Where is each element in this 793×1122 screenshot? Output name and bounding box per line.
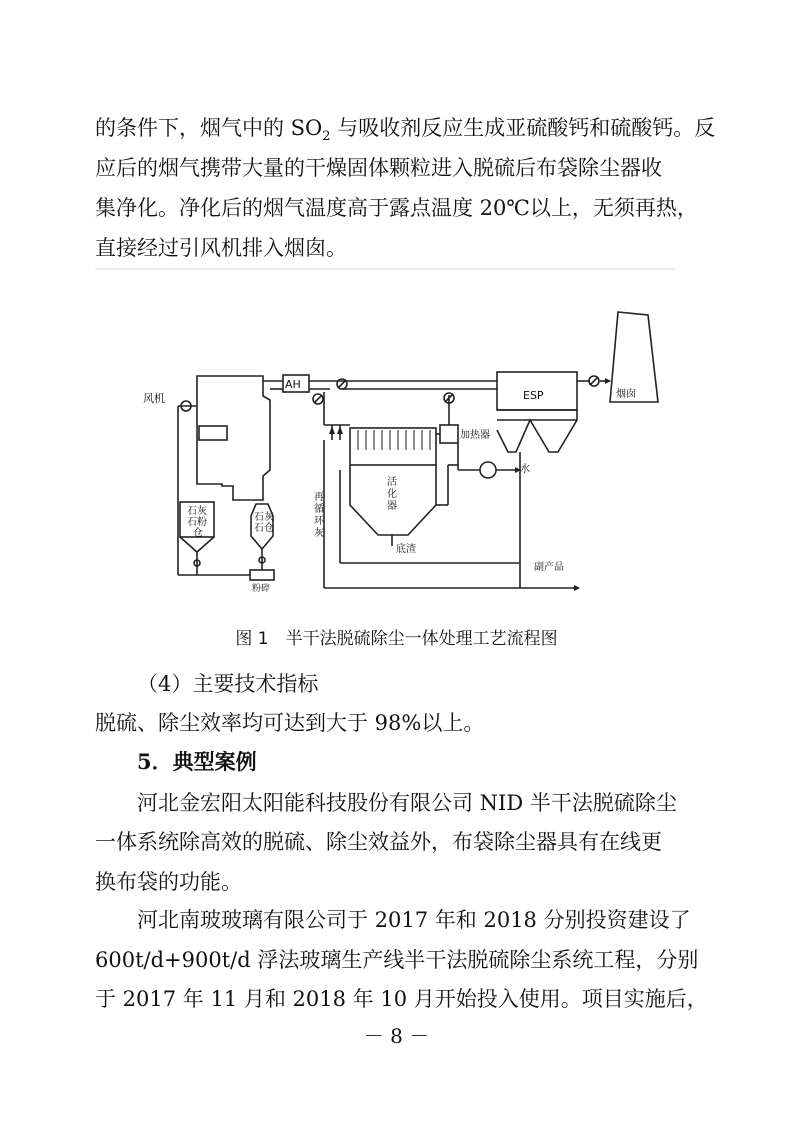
water-label: 水 — [520, 464, 530, 475]
paragraph-line: 600t/d+900t/d 浮法玻璃生产线半干法脱硫除尘系统工程，分别 — [95, 948, 699, 972]
section-heading: 5．典型案例 — [137, 749, 257, 774]
pump — [480, 462, 496, 478]
paragraph-line: 河北金宏阳太阳能科技股份有限公司 NID 半干法脱硫除尘 — [137, 791, 677, 815]
heater-label: 加热器 — [460, 430, 490, 441]
paragraph-line: 于 2017 年 11 月和 2018 年 10 月开始投入使用。项目实施后， — [95, 987, 708, 1011]
fan-label: 风机 — [143, 392, 165, 405]
section-title: （4）主要技术指标 — [137, 672, 319, 696]
text-segment: 的条件下，烟气中的 SO — [95, 116, 323, 140]
paragraph-line: 集净化。净化后的烟气温度高于露点温度 20℃以上，无须再热， — [95, 196, 698, 220]
limestone-bin-label: 石灰石粉仓 — [187, 506, 207, 539]
lime-bin-label: 石灰石仓 — [254, 512, 274, 534]
paragraph-line: 一体系统除高效的脱硫、除尘效益外，布袋除尘器具有在线更 — [95, 830, 662, 854]
page-number: － 8 － — [363, 1024, 430, 1048]
paragraph-line: 应后的烟气携带大量的干燥固体颗粒进入脱硫后布袋除尘器收 — [95, 156, 662, 180]
recycle-label: 再循环灰 — [314, 492, 324, 539]
paragraph-line: 换布袋的功能。 — [95, 870, 242, 894]
paragraph-line: 河北南玻玻璃有限公司于 2017 年和 2018 分别投资建设了 — [137, 908, 691, 932]
boiler-window — [199, 426, 227, 440]
heater-box — [440, 425, 458, 443]
bottom-slag-label: 底渣 — [396, 544, 416, 555]
activator-label: 活化器 — [387, 477, 397, 512]
boiler-body — [197, 376, 270, 500]
paragraph-line: 脱硫、除尘效率均可达到大于 98%以上。 — [95, 711, 485, 735]
crusher-label: 粉碎 — [252, 584, 271, 594]
text-segment: 与吸收剂反应生成亚硫酸钙和硫酸钙。反 — [330, 116, 716, 140]
figure-caption: 图 1 半干法脱硫除尘一体处理工艺流程图 — [235, 629, 558, 649]
crusher-box — [250, 570, 274, 580]
ah-label: AH — [285, 378, 301, 391]
esp-label: ESP — [523, 389, 544, 402]
paragraph-line: 直接经过引风机排入烟囱。 — [95, 236, 347, 260]
subscript: 2 — [322, 129, 331, 145]
activator-top — [350, 428, 436, 465]
byproduct-label: 副产品 — [534, 562, 564, 573]
chimney-label: 烟囱 — [616, 389, 636, 400]
